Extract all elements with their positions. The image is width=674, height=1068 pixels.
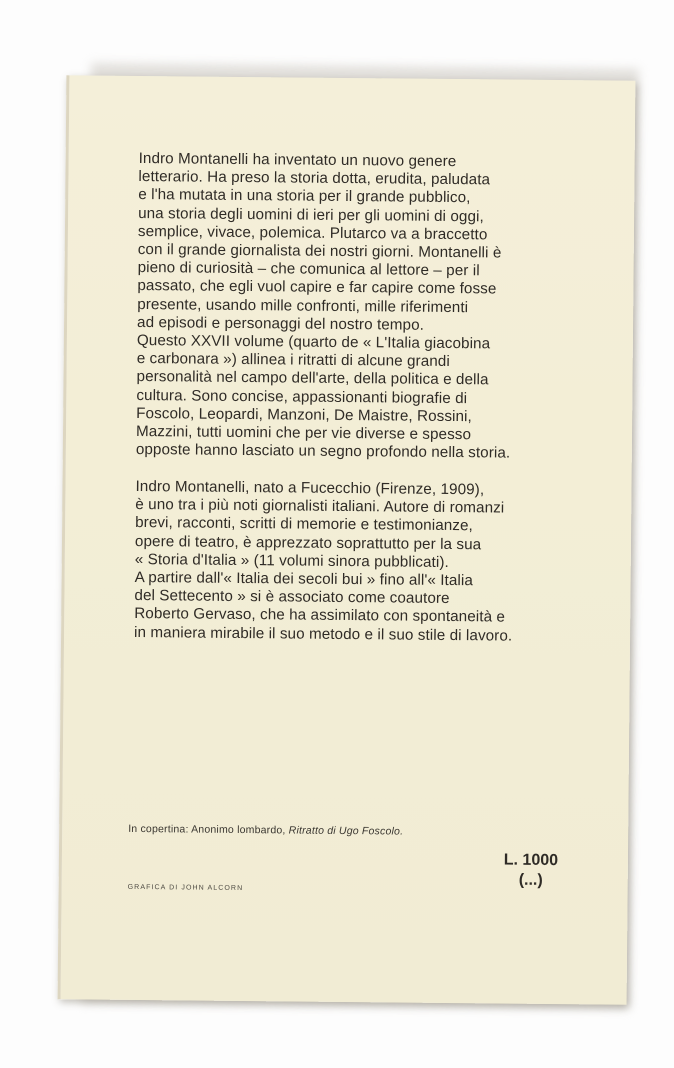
cover-caption-title: Ritratto di Ugo Foscolo.: [288, 824, 404, 838]
price-note: (...): [518, 871, 543, 889]
author-bio-block: [134, 478, 616, 646]
price-label: [503, 851, 559, 892]
author-bio-paragraph: Indro Montanelli, nato a Fucecchio (Firenze, 1909), è uno tra i più noti giornalisti italiani. Autore di romanzi brevi, racconti, scritti di memorie e testimonianze, opere di teatro, è apprezzato soprattutto per la sua « Storia d'Italia » (11 volumi sinora pubblicati). A partire dall'« Italia dei secoli bui » fino all'« Italia del Settecento » si è associato come coautore Roberto Gervaso, che ha assimilato con spontaneità e in maniera mirabile il suo metodo e il suo stile di lavoro.: [134, 477, 513, 645]
cover-caption-prefix: In copertina: Anonimo lombardo,: [128, 822, 289, 837]
design-credit: GRAFICA DI JOHN ALCORN: [127, 883, 244, 893]
cover-caption: [128, 823, 403, 838]
book-back-cover: [58, 75, 636, 1004]
description-paragraph: Indro Montanelli ha inventato un nuovo genere letterario. Ha preso la storia dotta, erudita, paludata e l'ha mutata in una storia per il grande pubblico, una storia degli uomini di ieri per gli uomini di oggi, semplice, vivace, polemica. Plutarco va a braccetto con il grande giornalista dei nostri giorni. Montanelli è pieno di curiosità – che comunica al lettore – per il passato, che egli vuol capire e far capire come fosse presente, usando mille confronti, mille riferimenti ad episodi e personaggi del nostro tempo. Questo XXVII volume (quarto de « L'Italia giacobina e carbonara ») allinea i ritratti di alcune grandi personalità nel campo dell'arte, della politica e della cultura. Sono concise, appassionanti biografie di Foscolo, Leopardi, Manzoni, De Maistre, Rossini, Mazzini, tutti uomini che per vie diverse e spesso opposte hanno lasciato un segno profondo nella storia.: [135, 149, 511, 462]
description-block: [136, 150, 619, 464]
price-value: L. 1000: [503, 851, 559, 870]
